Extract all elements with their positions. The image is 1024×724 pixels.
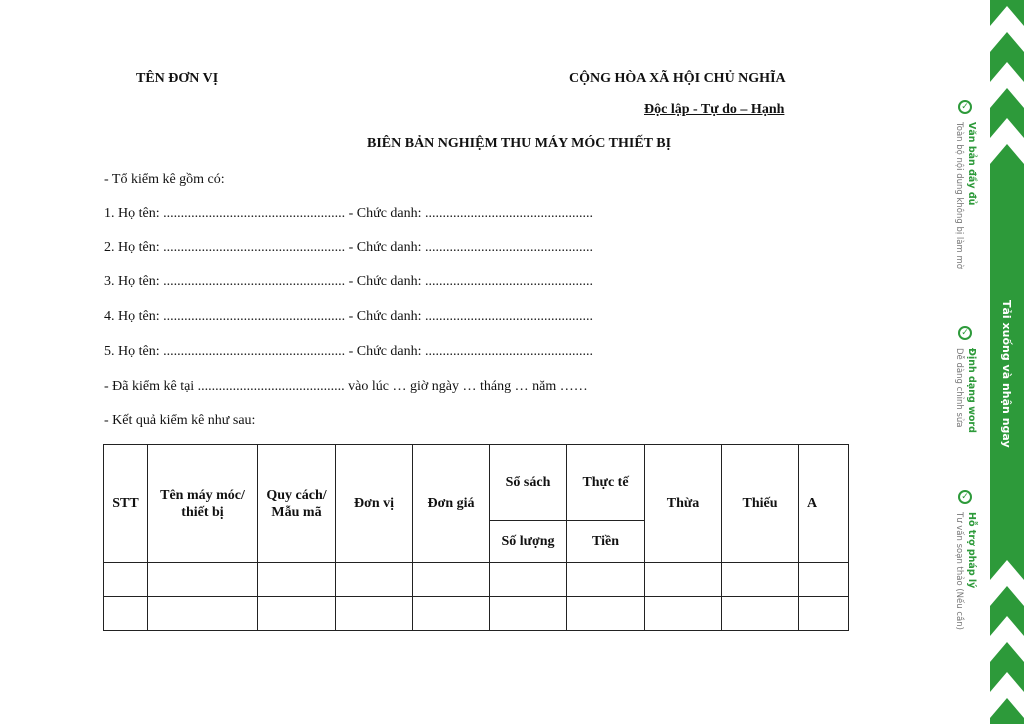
table-cell: [567, 563, 645, 597]
header-shortage: Thiếu: [722, 445, 799, 563]
inventory-table-wrapper: [103, 444, 818, 631]
member-line-1: 1. Họ tên: .................................................... - Chức danh: ................................................: [104, 206, 594, 221]
table-cell: [148, 597, 258, 631]
table-cell: [722, 563, 799, 597]
chevron-up-icon: [990, 616, 1024, 662]
table-header-row: [104, 445, 849, 521]
header-spec: Quy cách/ Mẫu mã: [258, 445, 336, 563]
table-cell: [645, 597, 722, 631]
check-circle-icon: ✓: [958, 100, 972, 114]
table-cell: [722, 597, 799, 631]
check-circle-icon: ✓: [958, 490, 972, 504]
header-actual: Thực tế: [567, 445, 645, 521]
download-sidebar: [952, 0, 1024, 724]
header-books: Sổ sách: [490, 445, 567, 521]
header-unit: Đơn vị: [336, 445, 413, 563]
table-row: [104, 563, 849, 597]
table-cell: [104, 563, 148, 597]
chevron-up-icon: [990, 560, 1024, 606]
feature-subtitle-word-format: Dễ dàng chỉnh sửa: [954, 348, 964, 428]
document-title: BIÊN BẢN NGHIỆM THU MÁY MÓC THIẾT BỊ: [367, 136, 672, 151]
header-quantity: Số lượng: [490, 521, 567, 563]
feature-title-full-text: Văn bản đầy đủ: [966, 122, 977, 206]
chevron-up-icon: [990, 672, 1024, 718]
member-line-4: 4. Họ tên: .................................................... - Chức danh: ................................................: [104, 309, 594, 324]
republic-heading: CỘNG HÒA XÃ HỘI CHỦ NGHĨA: [569, 71, 786, 86]
feature-subtitle-legal-support: Tư vấn soạn thảo (Nếu cần): [954, 512, 964, 630]
feature-title-legal-support: Hỗ trợ pháp lý: [966, 512, 977, 589]
committee-intro: - Tổ kiểm kê gồm có:: [104, 172, 225, 187]
header-money: Tiền: [567, 521, 645, 563]
member-line-5: 5. Họ tên: .................................................... - Chức danh: ................................................: [104, 344, 594, 359]
table-cell: [490, 563, 567, 597]
check-circle-icon: ✓: [958, 326, 972, 340]
download-button-label[interactable]: Tải xuống và nhận ngay: [1000, 300, 1013, 448]
table-cell: [413, 597, 490, 631]
inventory-table: [103, 444, 849, 631]
table-cell: [490, 597, 567, 631]
unit-label: TÊN ĐƠN VỊ: [136, 71, 219, 86]
table-cell: [799, 597, 849, 631]
chevron-up-icon: [990, 62, 1024, 108]
table-cell: [336, 597, 413, 631]
table-cell: [336, 563, 413, 597]
feature-subtitle-full-text: Toàn bộ nội dung không bị làm mờ: [954, 122, 964, 269]
chevron-up-icon: [990, 118, 1024, 164]
table-cell: [413, 563, 490, 597]
member-line-2: 2. Họ tên: .................................................... - Chức danh: ................................................: [104, 240, 594, 255]
inventory-place-line: - Đã kiểm kê tại .......................................... vào lúc … giờ ngày … tháng … năm ……: [104, 379, 588, 394]
header-surplus: Thừa: [645, 445, 722, 563]
header-stt: STT: [104, 445, 148, 563]
chevron-up-icon: [990, 6, 1024, 52]
header-name: Tên máy móc/ thiết bị: [148, 445, 258, 563]
table-cell: [799, 563, 849, 597]
table-cell: [645, 563, 722, 597]
table-row: [104, 597, 849, 631]
table-cell: [258, 563, 336, 597]
header-partial: A: [799, 445, 849, 563]
table-cell: [258, 597, 336, 631]
table-cell: [148, 563, 258, 597]
result-intro: - Kết quả kiểm kê như sau:: [104, 413, 256, 428]
table-cell: [104, 597, 148, 631]
table-cell: [567, 597, 645, 631]
feature-title-word-format: Định dạng word: [966, 348, 977, 433]
member-line-3: 3. Họ tên: .................................................... - Chức danh: ................................................: [104, 274, 594, 289]
header-price: Đơn giá: [413, 445, 490, 563]
national-motto: Độc lập - Tự do – Hạnh: [644, 102, 785, 117]
